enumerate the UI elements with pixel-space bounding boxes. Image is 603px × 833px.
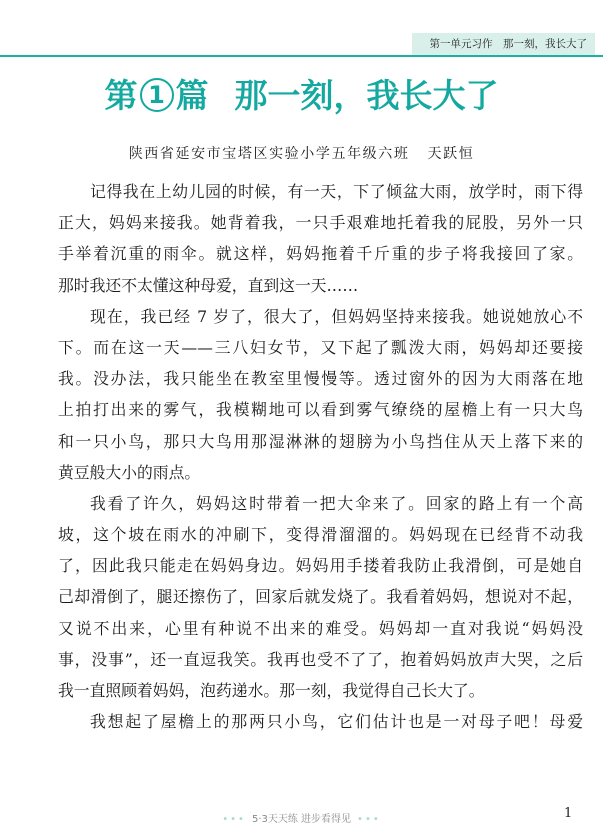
- text-line: 了，因此我只能走在妈妈身边。妈妈用手搂着我防止我滑倒，可是她自: [58, 556, 583, 576]
- text-line: 我看了许久，妈妈这时带着一把大伞来了。回家的路上有一个高: [90, 493, 583, 513]
- paragraph: [58, 488, 583, 706]
- text-line: 我想起了屋檐上的那两只小鸟，它们估计也是一对母子吧！母爱: [90, 712, 583, 732]
- title-text: 那一刻，我长大了: [234, 76, 499, 115]
- text-line: 正大，妈妈来接我。她背着我，一只手艰难地托着我的屁股，另外一只: [58, 213, 583, 233]
- paragraph: [58, 301, 583, 488]
- text-line: 手举着沉重的雨伞。就这样，妈妈拖着千斤重的步子将我接回了家。: [58, 244, 583, 264]
- author-school: 陕西省延安市宝塔区实验小学五年级六班: [128, 146, 410, 162]
- text-line: 下。而在这一天——三八妇女节，又下起了瓢泼大雨，妈妈却还要接: [58, 337, 583, 357]
- text-line: 记得我在上幼儿园的时候，有一天，下了倾盆大雨，放学时，雨下得: [90, 182, 583, 201]
- author-name: 天跃恒: [427, 146, 475, 162]
- text-line: 事，没事”，还一直逗我笑。我再也受不了了，抱着妈妈放声大哭，之后: [58, 649, 583, 669]
- article-title: [0, 73, 603, 119]
- footer-slogan: 5·3天天练 进步看得见: [251, 814, 352, 825]
- page-number: 1: [564, 806, 573, 821]
- paragraph: [58, 176, 583, 301]
- page-footer: ••• 5·3天天练 进步看得见 •••: [222, 814, 381, 825]
- section-tag: 第一单元习作 那一刻，我长大了: [412, 33, 595, 55]
- text-line: 我一直照顾着妈妈，泡药递水。那一刻，我觉得自己长大了。: [58, 681, 485, 700]
- text-line: 上拍打出来的雾气，我模糊地可以看到雾气缭绕的屋檐上有一只大鸟: [58, 400, 583, 420]
- header-divider: [0, 55, 603, 57]
- title-suffix: 篇: [175, 76, 209, 115]
- title-prefix: 第: [104, 76, 138, 115]
- text-line: 和一只小鸟，那只大鸟用那湿淋淋的翅膀为小鸟挡住从天上落下来的: [58, 431, 583, 451]
- text-line: 己却滑倒了，腿还擦伤了，回家后就发烧了。我看着妈妈，想说对不起，: [58, 587, 583, 607]
- text-line: 现在，我已经 7 岁了，很大了，但妈妈坚持来接我。她说她放心不: [90, 306, 583, 326]
- paragraph: [58, 706, 583, 737]
- article-number-badge: 1: [140, 78, 174, 112]
- text-line: 又说不出来，心里有种说不出来的难受。妈妈却一直对我说“妈妈没: [58, 618, 583, 638]
- text-line: 那时我还不太懂这种母爱，直到这一天……: [58, 275, 359, 295]
- text-line: 我。没办法，我只能坐在教室里慢慢等。透过窗外的因为大雨落在地: [58, 369, 583, 389]
- text-line: 黄豆般大小的雨点。: [58, 462, 201, 482]
- byline: [0, 143, 603, 163]
- text-line: 坡，这个坡在雨水的冲刷下，变得滑溜溜的。妈妈现在已经背不动我: [58, 525, 583, 545]
- article-body: [58, 176, 583, 737]
